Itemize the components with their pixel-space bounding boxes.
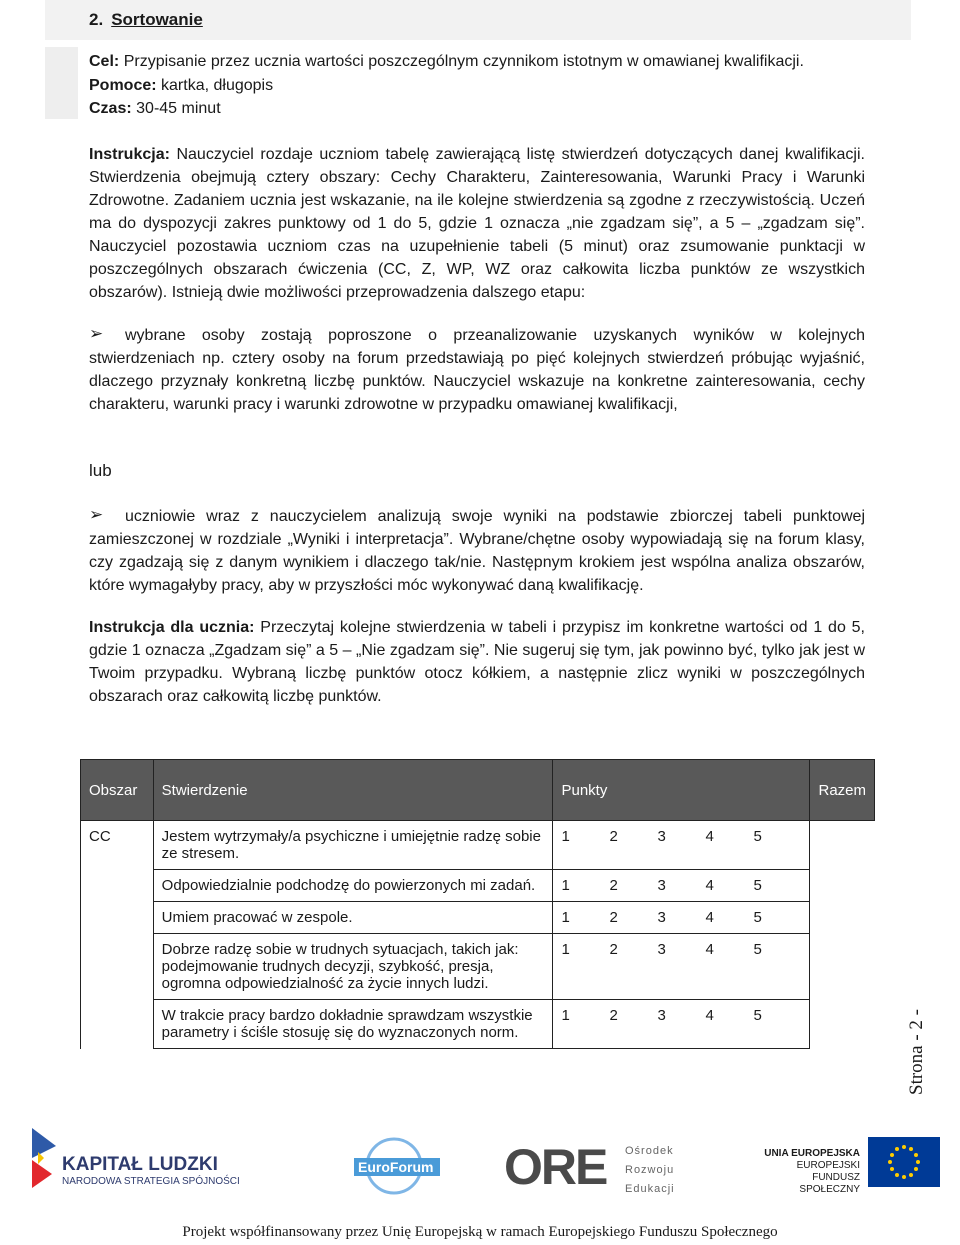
table-row [81,1000,875,1049]
points-cell [553,902,810,934]
kapital-ludzki-subtitle: NARODOWA STRATEGIA SPÓJNOŚCI [62,1176,240,1187]
eu-line: EUROPEJSKI [796,1160,860,1171]
ore-sub-line: Rozwoju [625,1164,675,1176]
heading-number: 2. [89,10,104,29]
score-option[interactable]: 5 [753,1007,762,1024]
points-cell [553,934,810,1000]
page-number-text: Strona - 2 - [906,1008,927,1095]
table-row [81,821,875,870]
instructions-paragraph [89,143,865,304]
statement-cell: Odpowiedzialnie podchodzę do powierzonych mi zadań. [153,870,553,902]
eu-line: UNIA EUROPEJSKA [764,1148,860,1159]
kapital-ludzki-star-icon [32,1128,60,1198]
eu-text [760,1148,860,1196]
section-heading [89,10,203,30]
score-option[interactable]: 2 [609,941,618,958]
score-option[interactable]: 5 [753,828,762,845]
score-option[interactable]: 1 [561,828,570,845]
area-cell: CC [81,821,154,1049]
score-option[interactable]: 2 [609,828,618,845]
time-line [89,100,221,118]
table-row [81,902,875,934]
score-option[interactable]: 5 [753,877,762,894]
score-option[interactable]: 4 [705,877,714,894]
table-row [81,934,875,1000]
eu-stars-icon [868,1137,940,1187]
points-cell [553,821,810,870]
score-option[interactable]: 3 [657,909,666,926]
ore-sub-line: Edukacji [625,1183,675,1195]
eu-line: FUNDUSZ SPOŁECZNY [799,1172,860,1195]
total-cell[interactable] [810,821,875,1049]
euro-forum-text: EuroForum [358,1159,434,1175]
ore-logo: ORE [504,1139,607,1195]
score-option[interactable]: 3 [657,941,666,958]
score-option[interactable]: 2 [609,909,618,926]
score-option[interactable]: 4 [705,828,714,845]
header-area: Obszar [81,760,154,821]
table-row [81,870,875,902]
student-instructions-paragraph [89,616,865,708]
student-instructions-label: Instrukcja dla ucznia: [89,619,255,636]
or-text: lub [89,461,112,480]
student-instructions-text: Przeczytaj kolejne stwierdzenia w tabeli i przypisz im konkretne wartości od 1 do 5, gdzie 1 oznacza „Zgadzam się” a 5 – „Nie zgadzam się”. Nie sugeruj się tym, jak powinno być, tylko jak jest w Twoim przypadku. Wybraną liczbę punktów otocz kółkiem, a następnie zlicz wyniki w poszczególnych obszarach oraz całkowitą liczbę punktów. [89,619,866,705]
score-option[interactable]: 1 [561,909,570,926]
score-option[interactable]: 4 [705,941,714,958]
statement-cell: Umiem pracować w zespole. [153,902,553,934]
bullet-second-text: uczniowie wraz z nauczycielem analizują swoje wyniki na podstawie zbiorczej tabeli punktowej zamieszczonej w rozdziale „Wyniki i interpretacja”. Wybrane/chętne osoby wypowiadają się na forum klasy, czy zgadzają się z danym wynikiem i dlaczego tak/nie. Następnym krokiem jest wspólna analiza obszarów, które wymagałyby pracy, aby w przyszłości móc wykonywać daną kwalifikację. [89,508,865,594]
page-number [906,1000,960,1100]
euro-forum-logo [352,1136,442,1196]
materials-text: kartka, długopis [161,77,274,94]
score-option[interactable]: 1 [561,1007,570,1024]
score-option[interactable]: 4 [705,1007,714,1024]
kapital-ludzki-logo [32,1128,240,1203]
score-option[interactable]: 2 [609,877,618,894]
goal-line [89,53,804,71]
heading-title: Sortowanie [111,10,203,29]
score-option[interactable]: 4 [705,909,714,926]
bullet-arrow-1: ➢ [89,324,104,343]
goal-text: Przypisanie przez ucznia wartości poszczególnym czynnikom istotnym w omawianej kwalifikacji. [123,53,804,70]
header-points: Punkty [553,760,810,821]
score-option[interactable]: 2 [609,1007,618,1024]
materials-line [89,77,273,95]
kapital-ludzki-title: KAPITAŁ LUDZKI [62,1154,218,1175]
ore-sub-line: Ośrodek [625,1145,674,1157]
instructions-label: Instrukcja: [89,146,170,163]
header-statement: Stwierdzenie [153,760,553,821]
eu-flag-icon [868,1137,940,1187]
header-total: Razem [810,760,875,821]
statement-cell: W trakcie pracy bardzo dokładnie sprawdzam wszystkie parametry i ściśle stosuję się do wyznaczonych norm. [153,1000,553,1049]
points-cell [553,870,810,902]
score-option[interactable]: 3 [657,828,666,845]
score-option[interactable]: 3 [657,1007,666,1024]
left-accent-bar [45,47,78,119]
time-label: Czas: [89,100,132,117]
score-option[interactable]: 3 [657,877,666,894]
ore-subtitle [625,1142,675,1199]
score-option[interactable]: 5 [753,941,762,958]
instructions-text: Nauczyciel rozdaje uczniom tabelę zawierającą listę stwierdzeń dotyczących danej kwalifikacji. Stwierdzenia obejmują cztery obszary: Cechy Charakteru, Zainteresowania, Warunki Pracy i Warunki Zdrowotne. Zadaniem ucznia jest wskazanie, na ile kolejne stwierdzenia są zgodne z rzeczywistością. Uczeń ma do dyspozycji zakres punktowy od 1 do 5, gdzie 1 oznacza „nie zgadzam się”, a 5 – „zgadzam się”. Nauczyciel pozostawia uczniom czas na uzupełnienie tabeli (5 minut) oraz zsumowanie punktacji w poszczególnych obszarach ćwiczenia (CC, Z, WP, WZ oraz całkowita liczba punktów ze wszystkich obszarów). Istnieją dwie możliwości przeprowadzenia dalszego etapu: [89,146,865,301]
bullet-first-text: wybrane osoby zostają poproszone o przeanalizowanie uzyskanych wyników w kolejnych stwierdzeniach np. cztery osoby na forum przedstawiają po pięć kolejnych stwierdzeń próbując wyjaśnić, dlaczego przyznały konkretną liczbę punktów. Nauczyciel wskazuje na konkretne zainteresowania, cechy charakteru, warunki pracy i warunki zdrowotne w przypadku omawianej kwalifikacji, [89,327,865,413]
score-option[interactable]: 5 [753,909,762,926]
bullet-arrow-2: ➢ [89,505,104,524]
time-text: 30-45 minut [136,100,221,117]
score-option[interactable]: 1 [561,941,570,958]
scores-table [80,759,875,1049]
statement-cell: Jestem wytrzymały/a psychiczne i umiejętnie radzę sobie ze stresem. [153,821,553,870]
statement-cell: Dobrze radzę sobie w trudnych sytuacjach, takich jak: podejmowanie trudnych decyzji, szybkość, presja, ogromna odpowiedzialność za życie innych ludzi. [153,934,553,1000]
goal-label: Cel: [89,53,120,70]
materials-label: Pomoce: [89,77,157,94]
score-option[interactable]: 1 [561,877,570,894]
points-cell [553,1000,810,1049]
footer-text: Projekt współfinansowany przez Unię Europejską w ramach Europejskiego Funduszu Społecznego [182,1224,778,1240]
